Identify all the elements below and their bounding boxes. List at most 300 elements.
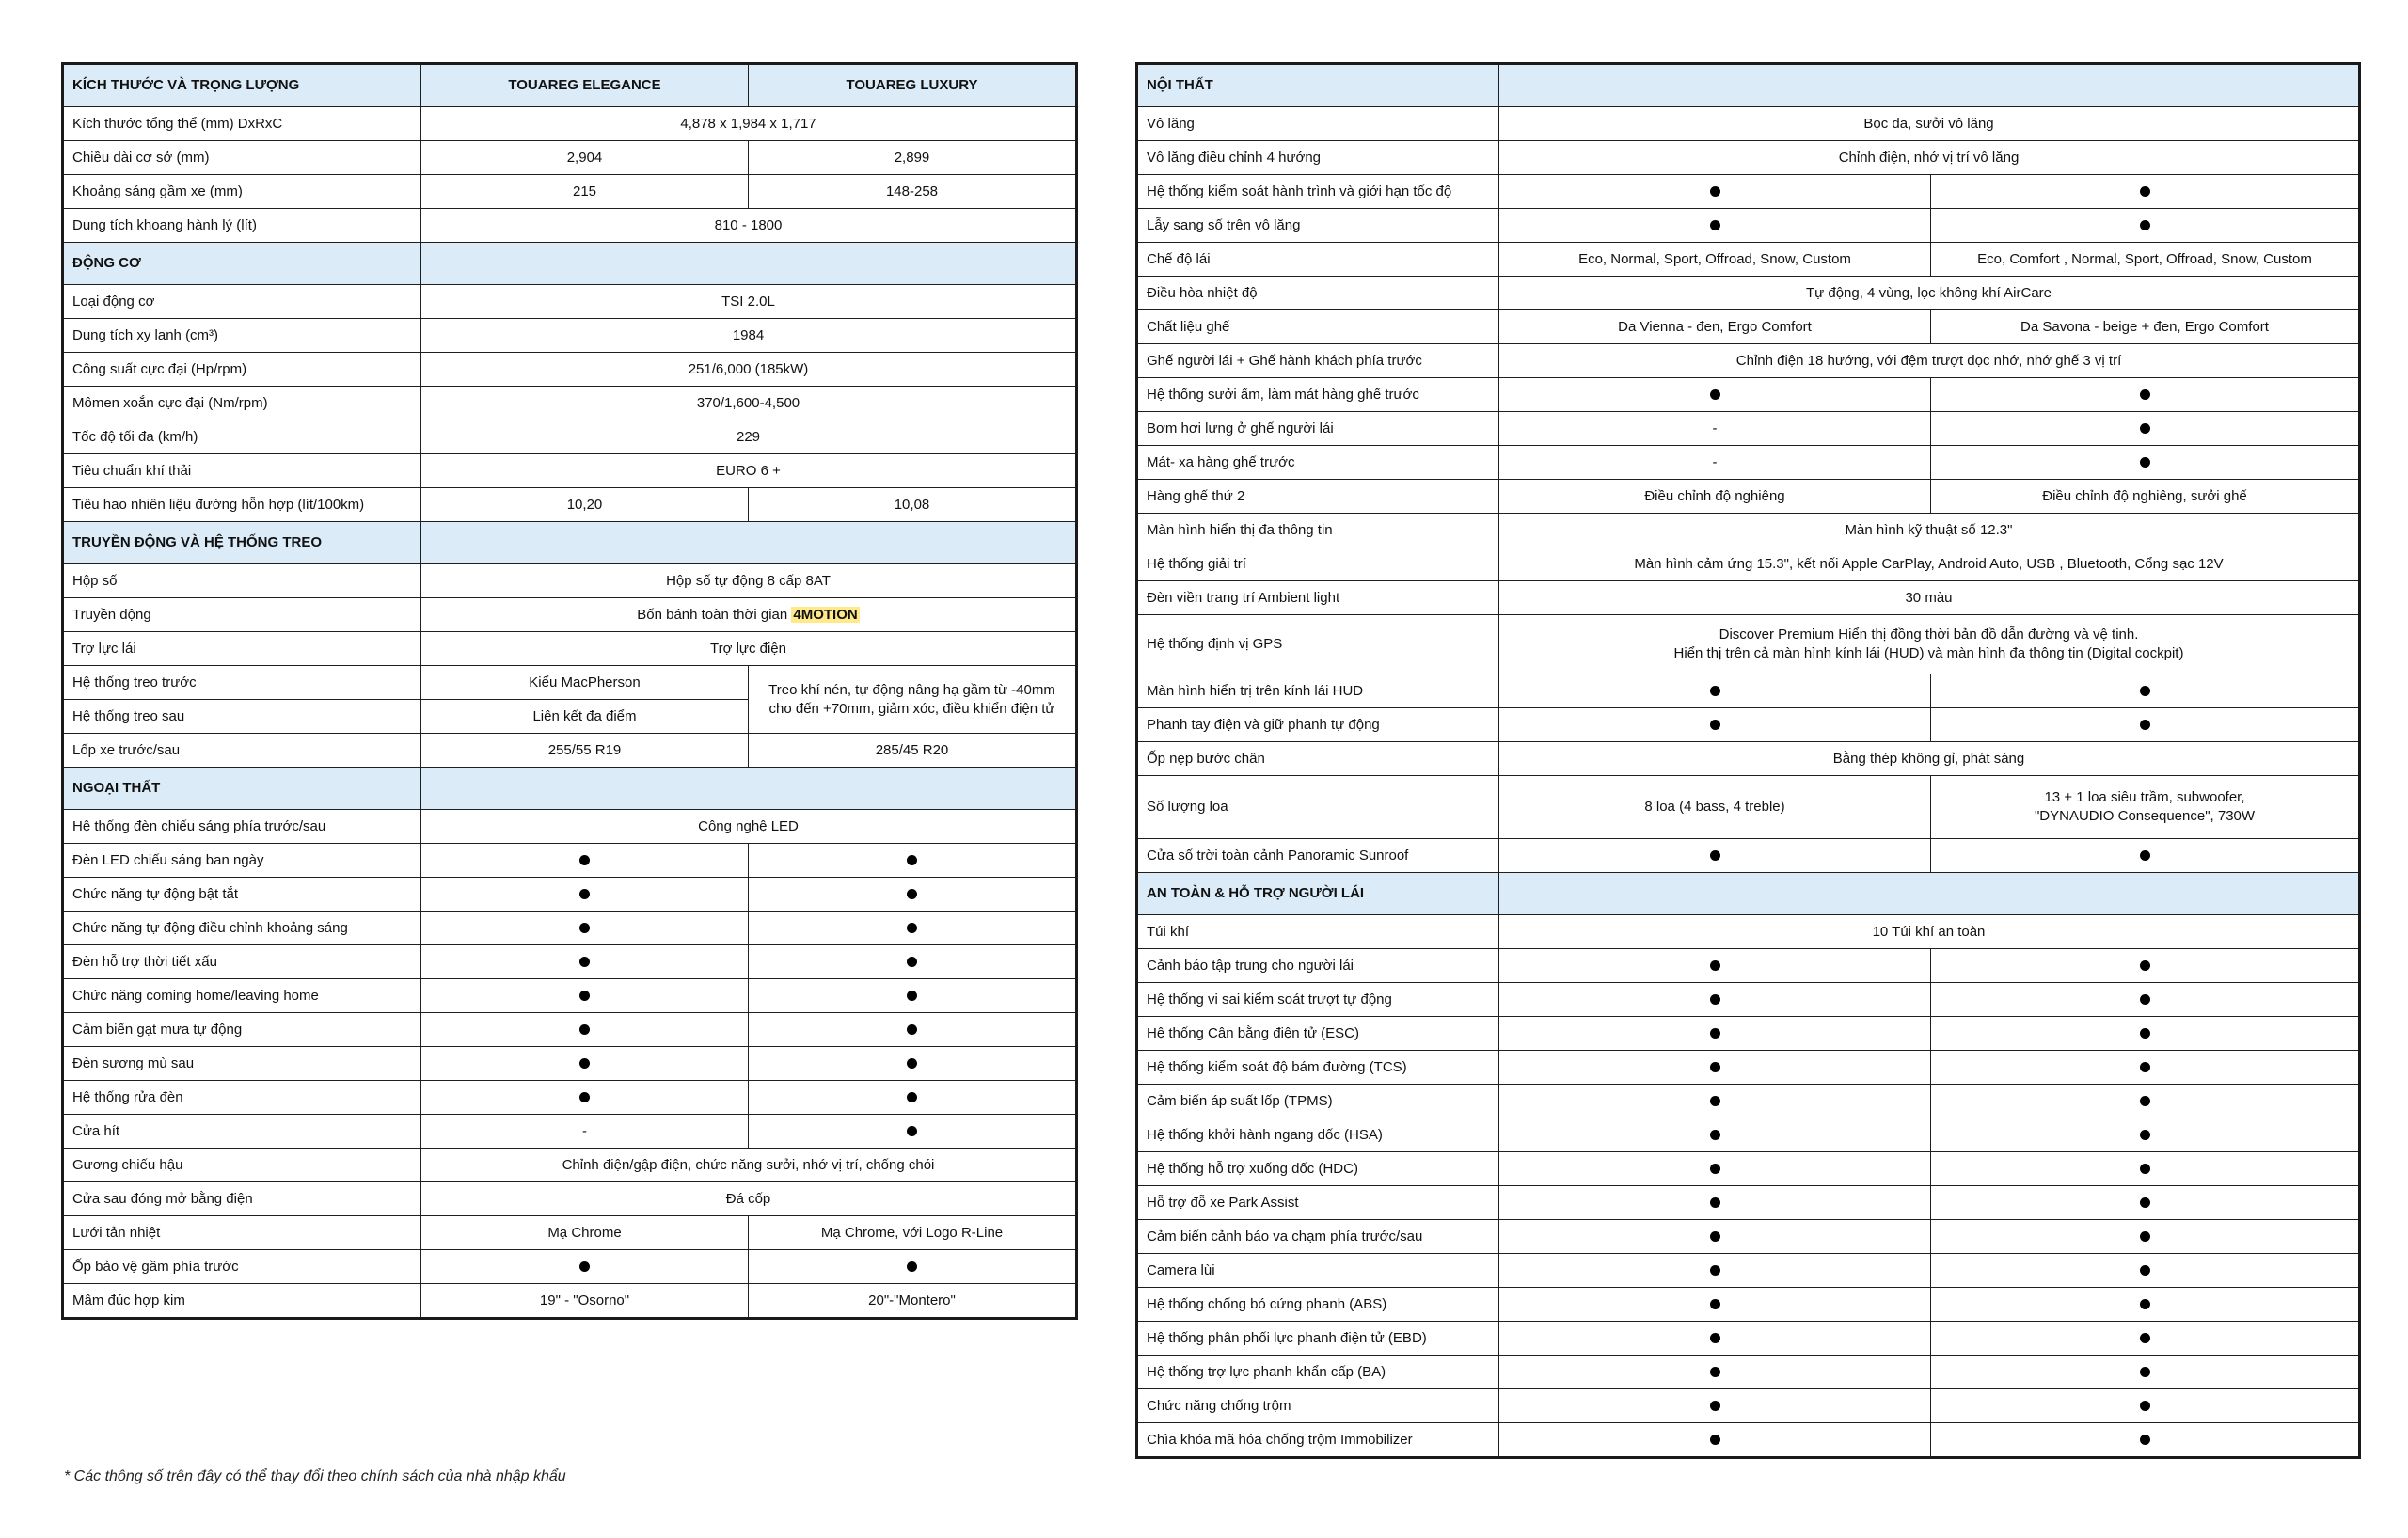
spec-label: Dung tích khoang hành lý (lít)	[63, 209, 421, 243]
spec-value-elegance	[1499, 1017, 1931, 1051]
section-title: NGOẠI THẤT	[63, 768, 421, 810]
spec-value-luxury	[1931, 674, 2360, 708]
spec-label: Cảm biến gạt mưa tự động	[63, 1013, 421, 1047]
spec-row	[1137, 983, 2360, 1017]
feature-available-dot	[1710, 1367, 1720, 1377]
spec-label: Hệ thống vi sai kiểm soát trượt tự động	[1137, 983, 1499, 1017]
spec-value: Công nghệ LED	[421, 810, 1077, 844]
spec-value	[421, 598, 1077, 632]
spec-value: Bọc da, sưởi vô lăng	[1499, 107, 2360, 141]
spec-value-elegance	[421, 1013, 749, 1047]
spec-value-luxury	[749, 1047, 1077, 1081]
spec-row	[1137, 1051, 2360, 1085]
spec-value-luxury: Điều chỉnh độ nghiêng, sưởi ghế	[1931, 480, 2360, 514]
spec-value-luxury	[1931, 1085, 2360, 1118]
feature-available-dot	[1710, 1197, 1720, 1208]
spec-row	[1137, 708, 2360, 742]
speaker-line-1: 13 + 1 loa siêu trầm, subwoofer,	[2044, 789, 2245, 805]
spec-value-elegance: 19" - "Osorno"	[421, 1284, 749, 1319]
spec-row	[63, 632, 1077, 666]
spec-label: Chức năng tự động bật tắt	[63, 878, 421, 912]
feature-available-dot	[1710, 1265, 1720, 1276]
spec-row	[1137, 1085, 2360, 1118]
spec-value-luxury	[1931, 839, 2360, 873]
spec-row	[63, 353, 1077, 387]
feature-available-dot	[907, 1126, 917, 1136]
spec-row	[63, 209, 1077, 243]
spec-label: Chức năng chống trộm	[1137, 1389, 1499, 1423]
spec-row	[1137, 378, 2360, 412]
spec-label: Hệ thống Cân bằng điện tử (ESC)	[1137, 1017, 1499, 1051]
spec-row	[63, 141, 1077, 175]
section-header	[63, 243, 1077, 285]
spec-value-elegance: 215	[421, 175, 749, 209]
section-title: NỘI THẤT	[1137, 64, 1499, 107]
spec-value-elegance	[1499, 1186, 1931, 1220]
spec-row	[63, 1115, 1077, 1149]
feature-available-dot	[1710, 389, 1720, 400]
spec-row	[1137, 1322, 2360, 1356]
feature-available-dot	[1710, 1062, 1720, 1072]
spec-row	[63, 285, 1077, 319]
feature-available-dot	[907, 991, 917, 1001]
spec-value-elegance	[1499, 1389, 1931, 1423]
feature-available-dot	[2140, 1062, 2150, 1072]
spec-label: Hệ thống khởi hành ngang dốc (HSA)	[1137, 1118, 1499, 1152]
feature-available-dot	[907, 855, 917, 865]
spec-value-luxury	[749, 1013, 1077, 1047]
spec-value-elegance: Liên kết đa điểm	[421, 700, 749, 734]
model-header-luxury: TOUAREG LUXURY	[749, 64, 1077, 107]
feature-available-dot	[907, 889, 917, 899]
spec-value-luxury	[1931, 1356, 2360, 1389]
spec-value-luxury: 2,899	[749, 141, 1077, 175]
spec-label: Camera lùi	[1137, 1254, 1499, 1288]
spec-row	[63, 387, 1077, 420]
spec-label: Chức năng tự động điều chỉnh khoảng sáng	[63, 912, 421, 945]
spec-value-luxury	[1931, 776, 2360, 839]
spec-value: 229	[421, 420, 1077, 454]
spec-label: Mát- xa hàng ghế trước	[1137, 446, 1499, 480]
spec-value-luxury	[1931, 1254, 2360, 1288]
feature-available-dot	[1710, 1096, 1720, 1106]
spec-value-elegance	[421, 1047, 749, 1081]
spec-label: Đèn LED chiếu sáng ban ngày	[63, 844, 421, 878]
spec-value-elegance	[1499, 1322, 1931, 1356]
spec-label: Hệ thống giải trí	[1137, 547, 1499, 581]
spec-row	[63, 1284, 1077, 1319]
spec-value-luxury	[1931, 1389, 2360, 1423]
spec-label: Chế độ lái	[1137, 243, 1499, 277]
spec-row	[63, 1081, 1077, 1115]
spec-row	[1137, 514, 2360, 547]
gps-line-2: Hiển thị trên cả màn hình kính lái (HUD) và màn hình đa thông tin (Digital cockpit)	[1673, 645, 2184, 661]
feature-available-dot	[1710, 1435, 1720, 1445]
feature-available-dot	[2140, 1164, 2150, 1174]
feature-available-dot	[579, 889, 590, 899]
spec-value: Chỉnh điện, nhớ vị trí vô lăng	[1499, 141, 2360, 175]
spec-label: Đèn hỗ trợ thời tiết xấu	[63, 945, 421, 979]
feature-available-dot	[579, 923, 590, 933]
spec-value-luxury	[749, 844, 1077, 878]
spec-value-elegance: Eco, Normal, Sport, Offroad, Snow, Custom	[1499, 243, 1931, 277]
drivetrain-text: Bốn bánh toàn thời gian	[637, 606, 792, 623]
feature-available-dot	[907, 1261, 917, 1272]
spec-row	[63, 912, 1077, 945]
spec-row	[1137, 615, 2360, 674]
spec-label: Cảm biến cảnh báo va chạm phía trước/sau	[1137, 1220, 1499, 1254]
spec-value-elegance	[421, 1250, 749, 1284]
spec-value-luxury	[1931, 983, 2360, 1017]
feature-available-dot	[2140, 457, 2150, 468]
spec-row	[63, 666, 1077, 700]
spec-row	[63, 945, 1077, 979]
spec-value-luxury	[1931, 708, 2360, 742]
spec-value-luxury	[1931, 1322, 2360, 1356]
spec-label: Cửa hít	[63, 1115, 421, 1149]
feature-available-dot	[1710, 1401, 1720, 1411]
section-title: ĐỘNG CƠ	[63, 243, 421, 285]
spec-row	[1137, 412, 2360, 446]
spec-row	[1137, 277, 2360, 310]
section-title: AN TOÀN & HỖ TRỢ NGƯỜI LÁI	[1137, 873, 1499, 915]
feature-available-dot	[579, 991, 590, 1001]
spec-value: Bằng thép không gỉ, phát sáng	[1499, 742, 2360, 776]
spec-value-elegance	[421, 878, 749, 912]
spec-value-elegance	[1499, 1051, 1931, 1085]
model-header-elegance: TOUAREG ELEGANCE	[421, 64, 749, 107]
section-title: TRUYỀN ĐỘNG VÀ HỆ THỐNG TREO	[63, 522, 421, 564]
spec-value-luxury	[1931, 446, 2360, 480]
spec-row	[1137, 209, 2360, 243]
spec-row	[63, 564, 1077, 598]
spec-label: Ốp bảo vệ gầm phía trước	[63, 1250, 421, 1284]
spec-value-elegance	[1499, 839, 1931, 873]
spec-label: Cửa số trời toàn cảnh Panoramic Sunroof	[1137, 839, 1499, 873]
spec-value-luxury	[1931, 1017, 2360, 1051]
spec-value-elegance: Kiểu MacPherson	[421, 666, 749, 700]
spec-row	[1137, 949, 2360, 983]
spec-label: Hệ thống sưởi ấm, làm mát hàng ghế trước	[1137, 378, 1499, 412]
feature-available-dot	[1710, 994, 1720, 1005]
spec-value-luxury	[1931, 1051, 2360, 1085]
spec-label: Hệ thống rửa đèn	[63, 1081, 421, 1115]
spec-value-elegance	[1499, 1288, 1931, 1322]
spec-value-elegance: 10,20	[421, 488, 749, 522]
spec-value-luxury: 285/45 R20	[749, 734, 1077, 768]
spec-value-elegance	[1499, 209, 1931, 243]
spec-value-elegance: -	[421, 1115, 749, 1149]
spec-value-elegance	[1499, 1085, 1931, 1118]
feature-available-dot	[2140, 1367, 2150, 1377]
spec-row	[1137, 776, 2360, 839]
feature-available-dot	[1710, 720, 1720, 730]
feature-available-dot	[2140, 1333, 2150, 1343]
feature-available-dot	[579, 1092, 590, 1102]
spec-row	[1137, 1186, 2360, 1220]
feature-available-dot	[907, 957, 917, 967]
spec-label: Đèn sương mù sau	[63, 1047, 421, 1081]
feature-available-dot	[2140, 850, 2150, 861]
spec-value-luxury	[749, 1115, 1077, 1149]
spec-label: Cảnh báo tập trung cho người lái	[1137, 949, 1499, 983]
spec-row	[1137, 547, 2360, 581]
spec-label: Số lượng loa	[1137, 776, 1499, 839]
spec-value-elegance	[421, 912, 749, 945]
feature-available-dot	[1710, 1231, 1720, 1242]
speaker-line-2: "DYNAUDIO Consequence", 730W	[2034, 808, 2256, 824]
section-header	[1137, 64, 2360, 107]
spec-row	[1137, 839, 2360, 873]
spec-row	[1137, 344, 2360, 378]
feature-available-dot	[2140, 186, 2150, 197]
spec-value: Đá cốp	[421, 1182, 1077, 1216]
footnote: * Các thông số trên đây có thể thay đổi theo chính sách của nhà nhập khẩu	[64, 1468, 566, 1484]
feature-available-dot	[2140, 423, 2150, 434]
spec-value-elegance: Mạ Chrome	[421, 1216, 749, 1250]
spec-value-luxury	[749, 912, 1077, 945]
feature-available-dot	[579, 1261, 590, 1272]
spec-label: Hệ thống kiểm soát độ bám đường (TCS)	[1137, 1051, 1499, 1085]
spec-value-elegance	[1499, 378, 1931, 412]
section-header	[63, 522, 1077, 564]
spec-row	[1137, 1220, 2360, 1254]
spec-label: Bơm hơi lưng ở ghế người lái	[1137, 412, 1499, 446]
spec-label: Hỗ trợ đỗ xe Park Assist	[1137, 1186, 1499, 1220]
spec-row	[1137, 141, 2360, 175]
spec-value-luxury	[749, 979, 1077, 1013]
feature-available-dot	[2140, 1096, 2150, 1106]
spec-row	[63, 810, 1077, 844]
spec-row	[63, 979, 1077, 1013]
spec-label: Phanh tay điện và giữ phanh tự động	[1137, 708, 1499, 742]
right-spec-table	[1135, 62, 2361, 1459]
spec-label: Hệ thống chống bó cứng phanh (ABS)	[1137, 1288, 1499, 1322]
spec-label: Dung tích xy lanh (cm³)	[63, 319, 421, 353]
spec-label: Hộp số	[63, 564, 421, 598]
spec-row	[1137, 915, 2360, 949]
spec-value-elegance	[1499, 983, 1931, 1017]
spec-value-luxury	[1931, 1118, 2360, 1152]
spec-row	[63, 175, 1077, 209]
spec-label: Đèn viền trang trí Ambient light	[1137, 581, 1499, 615]
feature-available-dot	[1710, 1028, 1720, 1039]
spec-value: Màn hình kỹ thuật số 12.3"	[1499, 514, 2360, 547]
feature-available-dot	[2140, 389, 2150, 400]
spec-row	[63, 319, 1077, 353]
spec-label: Hệ thống treo sau	[63, 700, 421, 734]
feature-available-dot	[579, 1024, 590, 1035]
gps-line-1: Discover Premium Hiển thị đồng thời bản đồ dẫn đường và vệ tinh.	[1719, 626, 2139, 642]
spec-value: 1984	[421, 319, 1077, 353]
spec-value-luxury	[1931, 1220, 2360, 1254]
spec-row	[1137, 243, 2360, 277]
spec-label: Cảm biến áp suất lốp (TPMS)	[1137, 1085, 1499, 1118]
spec-label: Hệ thống hỗ trợ xuống dốc (HDC)	[1137, 1152, 1499, 1186]
spec-label: Gương chiếu hậu	[63, 1149, 421, 1182]
spec-row	[63, 1216, 1077, 1250]
spec-value-luxury	[1931, 949, 2360, 983]
feature-available-dot	[1710, 850, 1720, 861]
spec-label: Trợ lực lái	[63, 632, 421, 666]
spec-label: Kích thước tổng thể (mm) DxRxC	[63, 107, 421, 141]
feature-available-dot	[907, 1058, 917, 1069]
spec-row	[1137, 1389, 2360, 1423]
feature-available-dot	[2140, 960, 2150, 971]
feature-available-dot	[2140, 1028, 2150, 1039]
spec-label: Mâm đúc hợp kim	[63, 1284, 421, 1319]
feature-available-dot	[1710, 686, 1720, 696]
spec-value-elegance	[1499, 674, 1931, 708]
spec-row	[63, 420, 1077, 454]
spec-label: Lẫy sang số trên vô lăng	[1137, 209, 1499, 243]
spec-row	[1137, 1423, 2360, 1458]
feature-available-dot	[907, 1092, 917, 1102]
spec-value-luxury: Treo khí nén, tự động nâng hạ gầm từ -40mm cho đến +70mm, giảm xóc, điều khiển điện tử	[749, 666, 1077, 734]
feature-available-dot	[2140, 1231, 2150, 1242]
feature-available-dot	[1710, 1299, 1720, 1309]
feature-available-dot	[579, 957, 590, 967]
spec-label: Chiều dài cơ sở (mm)	[63, 141, 421, 175]
feature-available-dot	[2140, 994, 2150, 1005]
spec-row	[63, 1047, 1077, 1081]
spec-row	[1137, 446, 2360, 480]
spec-value: 370/1,600-4,500	[421, 387, 1077, 420]
section-header	[63, 64, 1077, 107]
spec-label: Vô lăng	[1137, 107, 1499, 141]
spec-value-elegance	[421, 1081, 749, 1115]
spec-value-luxury: 10,08	[749, 488, 1077, 522]
feature-available-dot	[1710, 1164, 1720, 1174]
spec-value-luxury	[1931, 1288, 2360, 1322]
spec-label: Hệ thống trợ lực phanh khẩn cấp (BA)	[1137, 1356, 1499, 1389]
spec-row	[63, 1149, 1077, 1182]
feature-available-dot	[1710, 1130, 1720, 1140]
spec-value-luxury	[749, 878, 1077, 912]
spec-row	[1137, 175, 2360, 209]
spec-value-elegance	[1499, 1254, 1931, 1288]
spec-row	[63, 454, 1077, 488]
spec-label: Hệ thống treo trước	[63, 666, 421, 700]
spec-label: Công suất cực đại (Hp/rpm)	[63, 353, 421, 387]
feature-available-dot	[907, 923, 917, 933]
spec-value-elegance: 2,904	[421, 141, 749, 175]
spec-row	[63, 1013, 1077, 1047]
spec-label: Hệ thống định vị GPS	[1137, 615, 1499, 674]
spec-label: Vô lăng điều chỉnh 4 hướng	[1137, 141, 1499, 175]
spec-value-luxury: Da Savona - beige + đen, Ergo Comfort	[1931, 310, 2360, 344]
spec-value-luxury	[1931, 1152, 2360, 1186]
spec-value-luxury	[749, 1250, 1077, 1284]
section-header	[63, 768, 1077, 810]
spec-value-luxury	[749, 1081, 1077, 1115]
spec-label: Màn hình hiển trị trên kính lái HUD	[1137, 674, 1499, 708]
spec-label: Lốp xe trước/sau	[63, 734, 421, 768]
feature-available-dot	[1710, 1333, 1720, 1343]
spec-row	[1137, 1152, 2360, 1186]
feature-available-dot	[579, 1058, 590, 1069]
spec-label: Chìa khóa mã hóa chống trộm Immobilizer	[1137, 1423, 1499, 1458]
feature-available-dot	[1710, 960, 1720, 971]
spec-row	[63, 1250, 1077, 1284]
spec-value-luxury	[1931, 412, 2360, 446]
spec-row	[1137, 310, 2360, 344]
spec-value: Chỉnh điện/gập điện, chức năng sưởi, nhớ vị trí, chống chói	[421, 1149, 1077, 1182]
spec-label: Cửa sau đóng mở bằng điện	[63, 1182, 421, 1216]
spec-value-elegance	[421, 945, 749, 979]
drivetrain-highlight: 4MOTION	[793, 606, 858, 623]
spec-label: Tốc độ tối đa (km/h)	[63, 420, 421, 454]
spec-value-elegance: -	[1499, 412, 1931, 446]
spec-value-elegance: 8 loa (4 bass, 4 treble)	[1499, 776, 1931, 839]
spec-label: Chất liệu ghế	[1137, 310, 1499, 344]
spec-row	[1137, 107, 2360, 141]
spec-label: Khoảng sáng gầm xe (mm)	[63, 175, 421, 209]
spec-row	[63, 1182, 1077, 1216]
spec-value: 810 - 1800	[421, 209, 1077, 243]
spec-value-elegance	[1499, 1220, 1931, 1254]
spec-row	[63, 598, 1077, 632]
section-header	[1137, 873, 2360, 915]
feature-available-dot	[579, 855, 590, 865]
spec-value-elegance	[1499, 949, 1931, 983]
spec-value-luxury	[749, 945, 1077, 979]
spec-value-luxury	[1931, 209, 2360, 243]
feature-available-dot	[2140, 220, 2150, 230]
spec-row	[1137, 581, 2360, 615]
feature-available-dot	[1710, 220, 1720, 230]
spec-value: Hộp số tự động 8 cấp 8AT	[421, 564, 1077, 598]
spec-value: Màn hình cảm ứng 15.3", kết nối Apple CarPlay, Android Auto, USB , Bluetooth, Cổng sạc 12V	[1499, 547, 2360, 581]
spec-value-elegance	[1499, 1118, 1931, 1152]
spec-value-elegance	[1499, 708, 1931, 742]
feature-available-dot	[2140, 720, 2150, 730]
feature-available-dot	[2140, 1401, 2150, 1411]
spec-label: Hệ thống đèn chiếu sáng phía trước/sau	[63, 810, 421, 844]
spec-value-luxury: Eco, Comfort , Normal, Sport, Offroad, Snow, Custom	[1931, 243, 2360, 277]
spec-value-luxury	[1931, 1423, 2360, 1458]
spec-row	[1137, 1356, 2360, 1389]
spec-label: Màn hình hiển thị đa thông tin	[1137, 514, 1499, 547]
spec-label: Tiêu chuẩn khí thải	[63, 454, 421, 488]
spec-row	[63, 878, 1077, 912]
feature-available-dot	[2140, 1197, 2150, 1208]
spec-value-luxury: Mạ Chrome, với Logo R-Line	[749, 1216, 1077, 1250]
feature-available-dot	[2140, 686, 2150, 696]
spec-value-elegance: -	[1499, 446, 1931, 480]
section-title: KÍCH THƯỚC VÀ TRỌNG LƯỢNG	[63, 64, 421, 107]
spec-row	[1137, 1254, 2360, 1288]
spec-label: Truyền động	[63, 598, 421, 632]
spec-value	[1499, 615, 2360, 674]
spec-label: Tiêu hao nhiên liệu đường hỗn hợp (lít/100km)	[63, 488, 421, 522]
left-spec-table	[61, 62, 1078, 1320]
spec-value-elegance: Điều chỉnh độ nghiêng	[1499, 480, 1931, 514]
spec-row	[63, 488, 1077, 522]
spec-label: Chức năng coming home/leaving home	[63, 979, 421, 1013]
feature-available-dot	[1710, 186, 1720, 197]
spec-label: Điều hòa nhiệt độ	[1137, 277, 1499, 310]
spec-row	[1137, 1017, 2360, 1051]
feature-available-dot	[2140, 1435, 2150, 1445]
spec-value-luxury	[1931, 378, 2360, 412]
spec-value-elegance	[1499, 1423, 1931, 1458]
spec-value-elegance	[421, 844, 749, 878]
spec-value-elegance: Da Vienna - đen, Ergo Comfort	[1499, 310, 1931, 344]
spec-label: Hệ thống phân phối lực phanh điện tử (EBD)	[1137, 1322, 1499, 1356]
spec-value: Tự động, 4 vùng, lọc không khí AirCare	[1499, 277, 2360, 310]
spec-value: EURO 6 +	[421, 454, 1077, 488]
